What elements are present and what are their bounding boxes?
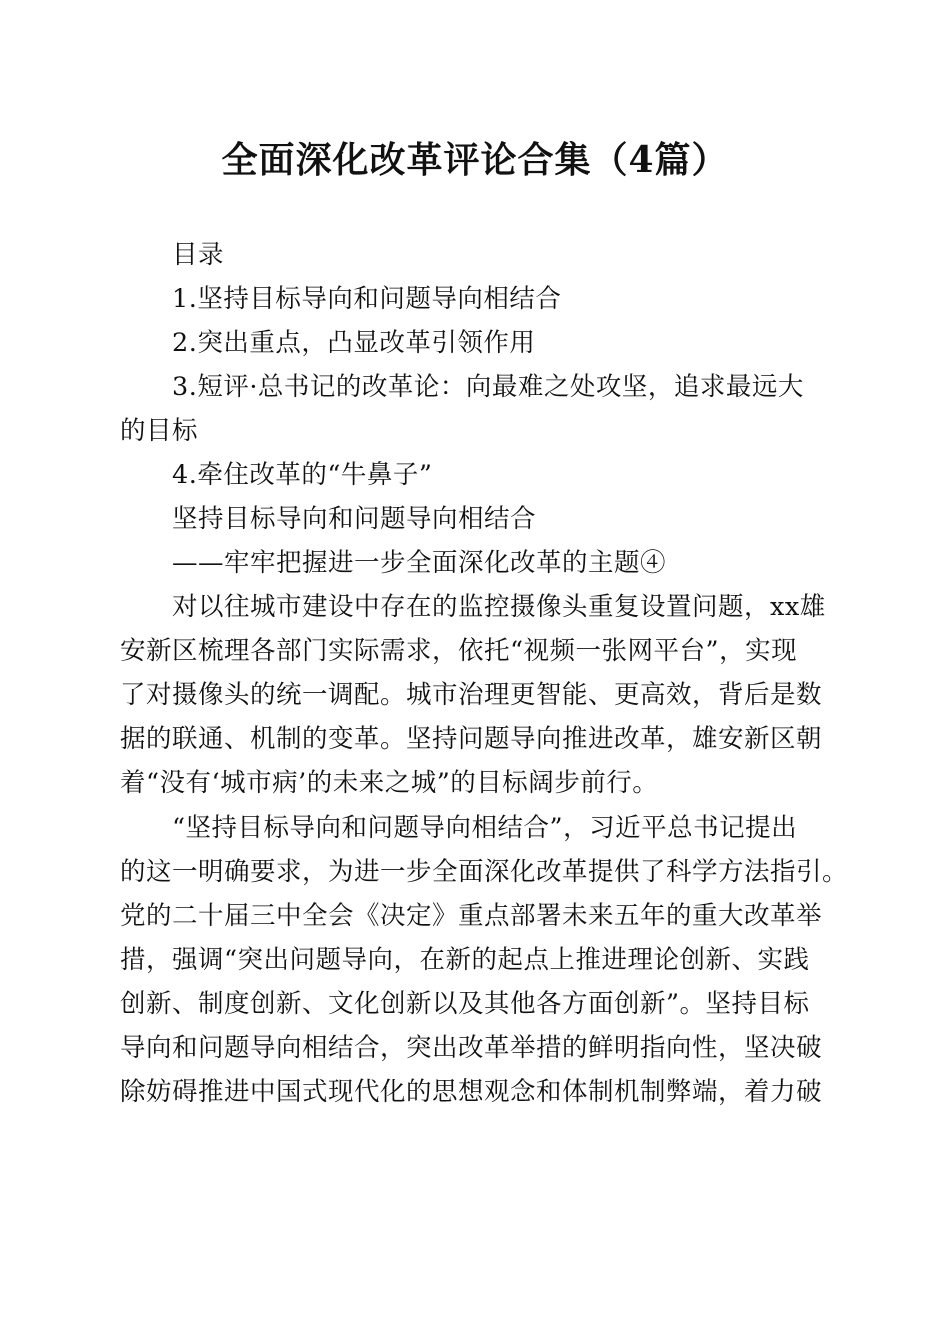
paragraph-line: 党的二十届三中全会《决定》重点部署未来五年的重大改革举 [120, 901, 823, 931]
paragraph-line: 创新、制度创新、文化创新以及其他各方面创新”。坚持目标 [120, 989, 810, 1019]
paragraph-line: 着“没有‘城市病’的未来之城”的目标阔步前行。 [120, 768, 659, 798]
toc-item-3-continued: 的目标 [120, 416, 199, 446]
toc-item-1: 1.坚持目标导向和问题导向相结合 [172, 284, 562, 314]
toc-heading: 目录 [172, 240, 225, 270]
paragraph-line: 安新区梳理各部门实际需求，依托“视频一张网平台”，实现 [120, 636, 798, 666]
paragraph-line: 据的联通、机制的变革。坚持问题导向推进改革，雄安新区朝 [120, 724, 823, 754]
toc-item-4: 4.牵住改革的“牛鼻子” [172, 460, 433, 490]
paragraph-line: 除妨碍推进中国式现代化的思想观念和体制机制弊端，着力破 [120, 1077, 823, 1107]
paragraph-line: 对以往城市建设中存在的监控摄像头重复设置问题，xx雄 [172, 592, 826, 622]
document-body [120, 233, 849, 1114]
paragraph-line: 措，强调“突出问题导向，在新的起点上推进理论创新、实践 [120, 945, 810, 975]
toc-item-2: 2.突出重点，凸显改革引领作用 [172, 328, 536, 358]
paragraph-line: 导向和问题导向相结合，突出改革举措的鲜明指向性，坚决破 [120, 1033, 823, 1063]
toc-item-3: 3.短评·总书记的改革论：向最难之处攻坚，追求最远大 [172, 372, 804, 402]
article-subtitle: ——牢牢把握进一步全面深化改革的主题④ [172, 548, 667, 578]
paragraph-line: 的这一明确要求，为进一步全面深化改革提供了科学方法指引。 [120, 857, 849, 887]
article-title: 坚持目标导向和问题导向相结合 [172, 504, 537, 534]
paragraph-line: 了对摄像头的统一调配。城市治理更智能、更高效，背后是数 [120, 680, 823, 710]
paragraph-line: “坚持目标导向和问题导向相结合”，习近平总书记提出 [172, 813, 798, 843]
document-title: 全面深化改革评论合集（4篇） [221, 139, 729, 181]
